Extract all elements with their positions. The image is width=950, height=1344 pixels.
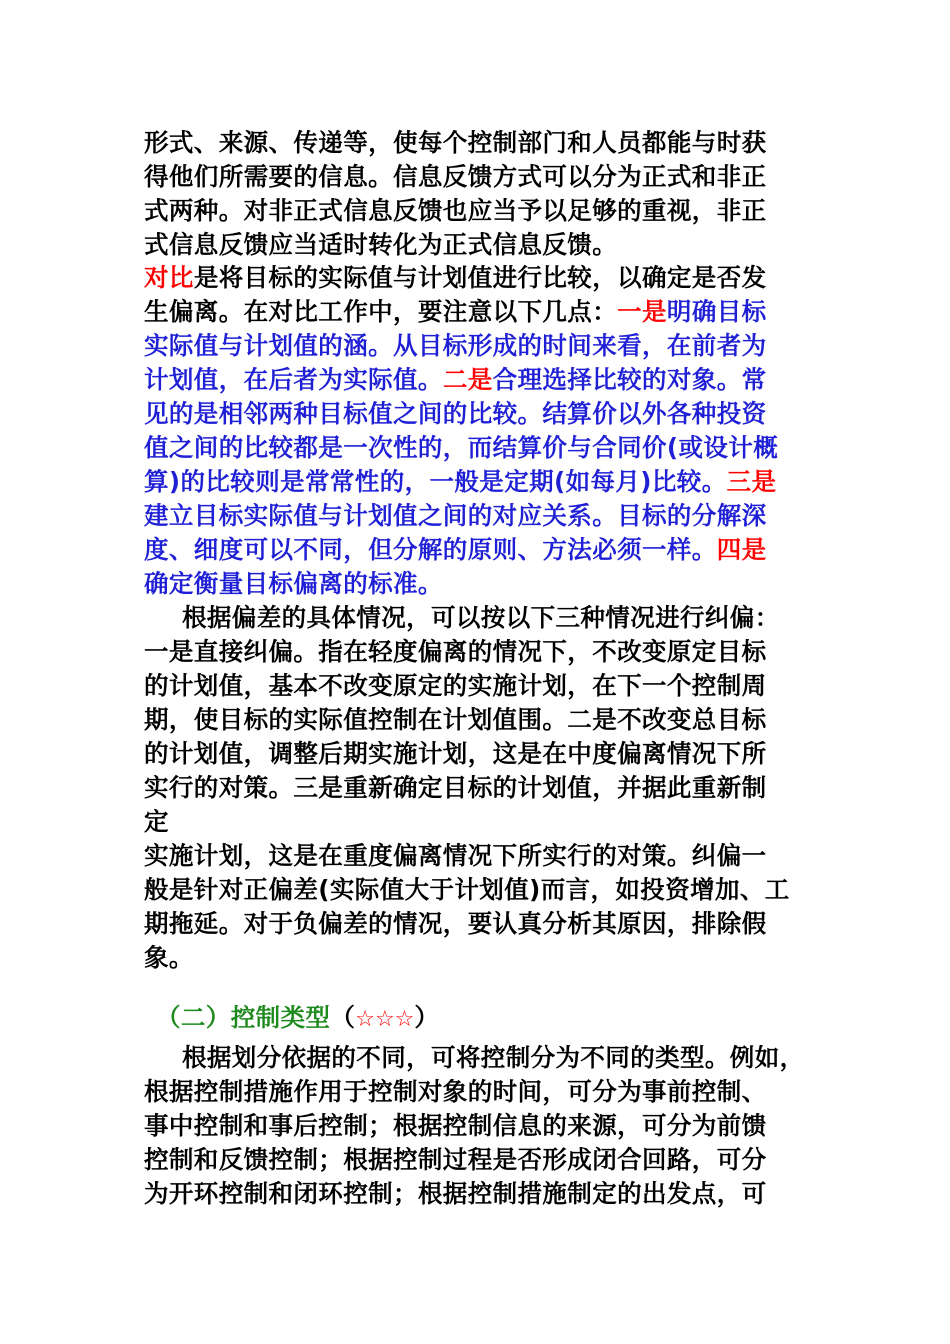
paragraph-line: 根据划分依据的不同，可将控制分为不同的类型。例如，	[182, 1043, 805, 1072]
paragraph-line: 的计划值，调整后期实施计划，这是在中度偏离情况下所	[144, 739, 767, 768]
paragraph-line: 根据偏差的具体情况，可以按以下三种情况进行纠偏：	[182, 603, 780, 632]
paragraph-line: 建立目标实际值与计划值之间的对应关系。目标的分解深	[144, 501, 767, 530]
paragraph-line: 实行的对策。三是重新确定目标的计划值，并据此重新制	[144, 773, 767, 802]
paragraph-line: 实际值与计划值的涵。从目标形成的时间来看，在前者为	[144, 331, 767, 360]
text-segment: 算)的比较则是常常性的，一般是定期(如每月)比较。	[144, 467, 727, 496]
paragraph-line: 实施计划，这是在重度偏离情况下所实行的对策。纠偏一	[144, 841, 767, 870]
point-marker: 一是	[617, 297, 667, 326]
paragraph-line	[144, 295, 767, 329]
point-marker: 三是	[726, 467, 777, 496]
term-highlight: 对比	[144, 263, 194, 292]
text-segment: 合理选择比较的对象。常	[492, 365, 767, 394]
paragraph-line: 式信息反馈应当适时转化为正式信息反馈。	[144, 230, 618, 259]
paragraph-line: 确定衡量目标偏离的标准。	[144, 569, 443, 598]
paragraph-line: 控制和反馈控制；根据控制过程是否形成闭合回路，可分	[144, 1145, 767, 1174]
paragraph-line: 事中控制和事后控制；根据控制信息的来源，可分为前馈	[144, 1111, 767, 1140]
paragraph-line: 期拖延。对于负偏差的情况，要认真分析其原因，排除假	[144, 909, 767, 938]
text-segment: 明确目标	[666, 297, 767, 326]
rating-stars-icon: ☆☆☆	[355, 1007, 415, 1032]
paragraph-line: 见的是相邻两种目标值之间的比较。结算价以外各种投资	[144, 399, 767, 428]
point-marker: 四是	[716, 535, 767, 564]
paragraph-line: 般是针对正偏差(实际值大于计划值)而言，如投资增加、工	[144, 875, 790, 904]
text-segment: 是将目标的实际值与计划值进行比较，以确定是否发	[193, 263, 767, 292]
text-segment: 度、细度可以不同，但分解的原则、方法必须一样。	[144, 535, 717, 564]
paragraph-line	[144, 261, 767, 295]
paren-close: ）	[414, 1003, 440, 1032]
heading-title: （二）控制类型	[156, 1003, 331, 1032]
paren-open: （	[330, 1003, 356, 1032]
text-segment: 生偏离。在对比工作中，要注意以下几点：	[144, 297, 618, 326]
paragraph-line: 的计划值，基本不改变原定的实施计划，在下一个控制周	[144, 671, 767, 700]
paragraph-line: 为开环控制和闭环控制；根据控制措施制定的出发点，可	[144, 1179, 767, 1208]
paragraph-line	[144, 465, 776, 499]
paragraph-line	[144, 533, 767, 567]
paragraph-line: 期，使目标的实际值控制在计划值围。二是不改变总目标	[144, 705, 767, 734]
paragraph-line: 式两种。对非正式信息反馈也应当予以足够的重视，非正	[144, 196, 767, 225]
point-marker: 二是	[442, 365, 493, 394]
paragraph-line: 定	[144, 807, 169, 836]
paragraph-line: 值之间的比较都是一次性的，而结算价与合同价(或设计概	[144, 433, 779, 462]
section-heading	[156, 1001, 439, 1037]
paragraph-line: 得他们所需要的信息。信息反馈方式可以分为正式和非正	[144, 162, 767, 191]
text-segment: 计划值，在后者为实际值。	[144, 365, 443, 394]
paragraph-line	[144, 363, 767, 397]
paragraph-line: 一是直接纠偏。指在轻度偏离的情况下，不改变原定目标	[144, 637, 767, 666]
paragraph-line: 根据控制措施作用于控制对象的时间，可分为事前控制、	[144, 1077, 767, 1106]
paragraph-line: 象。	[144, 943, 194, 972]
paragraph-line: 形式、来源、传递等，使每个控制部门和人员都能与时获	[144, 128, 767, 157]
